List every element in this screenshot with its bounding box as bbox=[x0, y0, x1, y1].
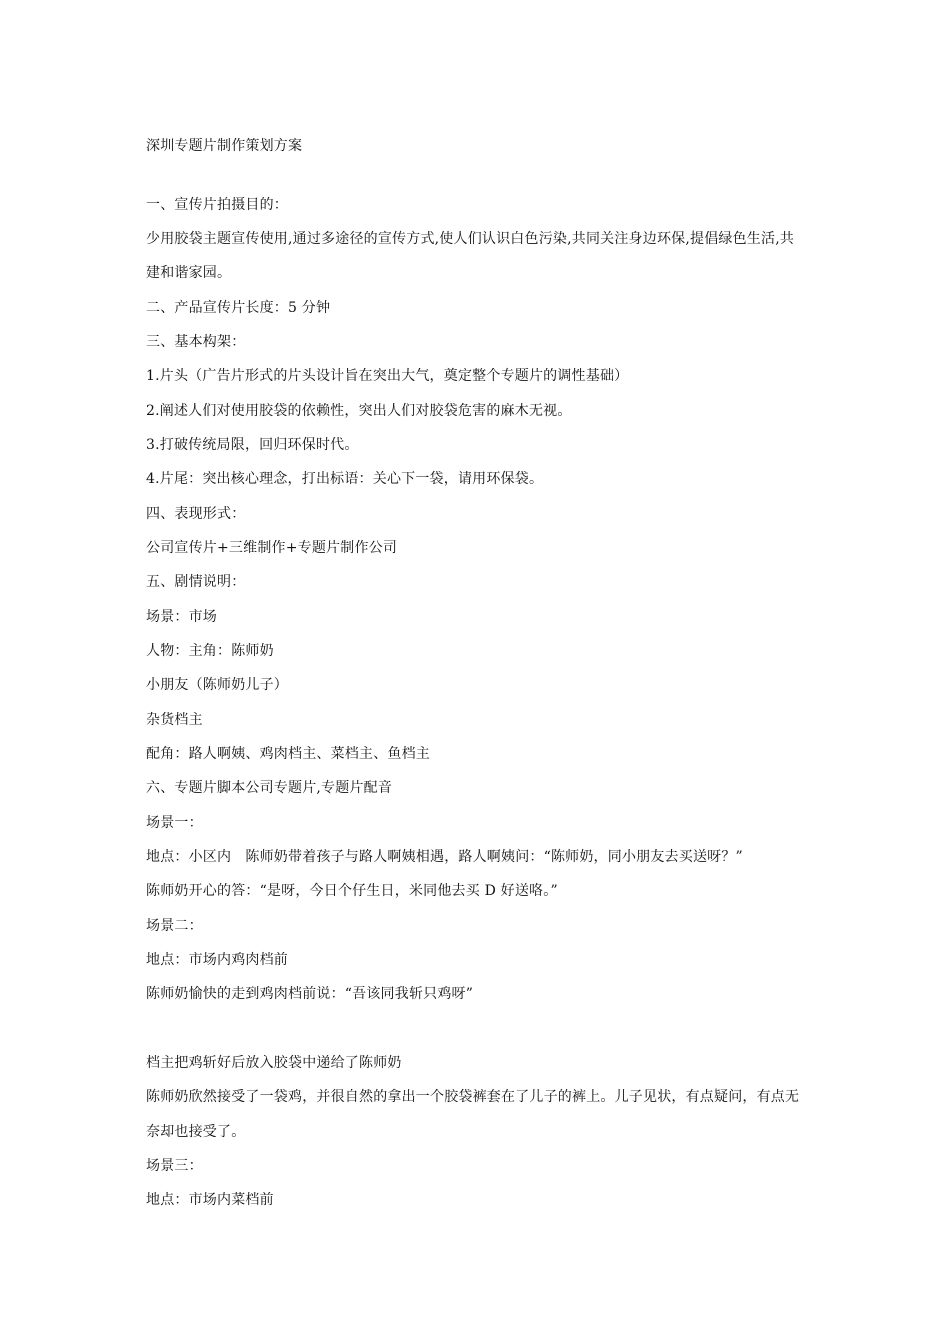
list-item: 3.打破传统局限，回归环保时代。 bbox=[146, 437, 359, 453]
paragraph-line: 杂货档主 bbox=[146, 712, 203, 728]
document-title: 深圳专题片制作策划方案 bbox=[146, 138, 303, 154]
section-heading-script: 六、专题片脚本公司专题片,专题片配音 bbox=[146, 780, 393, 796]
paragraph-line: 地点：市场内菜档前 bbox=[146, 1192, 274, 1208]
paragraph-line: 人物：主角：陈师奶 bbox=[146, 643, 274, 659]
paragraph-line: 陈师奶开心的答：“是呀，今日个仔生日，米同他去买 D 好送咯。” bbox=[146, 883, 558, 899]
scene-heading: 场景三： bbox=[146, 1158, 203, 1174]
paragraph-line: 建和谐家园。 bbox=[146, 265, 232, 281]
paragraph-line: 陈师奶愉快的走到鸡肉档前说：“吾该同我斩只鸡呀” bbox=[146, 986, 474, 1002]
section-heading-plot: 五、剧情说明： bbox=[146, 574, 246, 590]
paragraph-line: 地点：市场内鸡肉档前 bbox=[146, 952, 288, 968]
paragraph-line: 档主把鸡斩好后放入胶袋中递给了陈师奶 bbox=[146, 1055, 402, 1071]
section-heading-purpose: 一、宣传片拍摄目的： bbox=[146, 197, 288, 213]
section-heading-structure: 三、基本构架： bbox=[146, 334, 246, 350]
paragraph-line: 场景：市场 bbox=[146, 609, 217, 625]
paragraph-line: 陈师奶欣然接受了一袋鸡，并很自然的拿出一个胶袋裤套在了儿子的裤上。儿子见状，有点疑问，有点无 bbox=[146, 1089, 800, 1105]
paragraph-line: 地点：小区内 陈师奶带着孩子与路人啊姨相遇，路人啊姨问：“陈师奶，同小朋友去买送呀？” bbox=[146, 849, 743, 865]
section-heading-format: 四、表现形式： bbox=[146, 506, 246, 522]
section-heading-length: 二、产品宣传片长度：5 分钟 bbox=[146, 300, 331, 316]
scene-heading: 场景一： bbox=[146, 815, 203, 831]
list-item: 1.片头（广告片形式的片头设计旨在突出大气，奠定整个专题片的调性基础） bbox=[146, 368, 629, 384]
paragraph-line: 少用胶袋主题宣传使用,通过多途径的宣传方式,使人们认识白色污染,共同关注身边环保,提倡绿色生活,共 bbox=[146, 231, 795, 247]
scene-heading: 场景二： bbox=[146, 918, 203, 934]
list-item: 4.片尾：突出核心理念，打出标语：关心下一袋，请用环保袋。 bbox=[146, 471, 544, 487]
list-item: 2.阐述人们对使用胶袋的依赖性，突出人们对胶袋危害的麻木无视。 bbox=[146, 403, 572, 419]
paragraph-line: 公司宣传片+三维制作+专题片制作公司 bbox=[146, 540, 398, 556]
paragraph-line: 配角：路人啊姨、鸡肉档主、菜档主、鱼档主 bbox=[146, 746, 430, 762]
paragraph-line: 奈却也接受了。 bbox=[146, 1124, 246, 1140]
paragraph-line: 小朋友（陈师奶儿子） bbox=[146, 677, 288, 693]
